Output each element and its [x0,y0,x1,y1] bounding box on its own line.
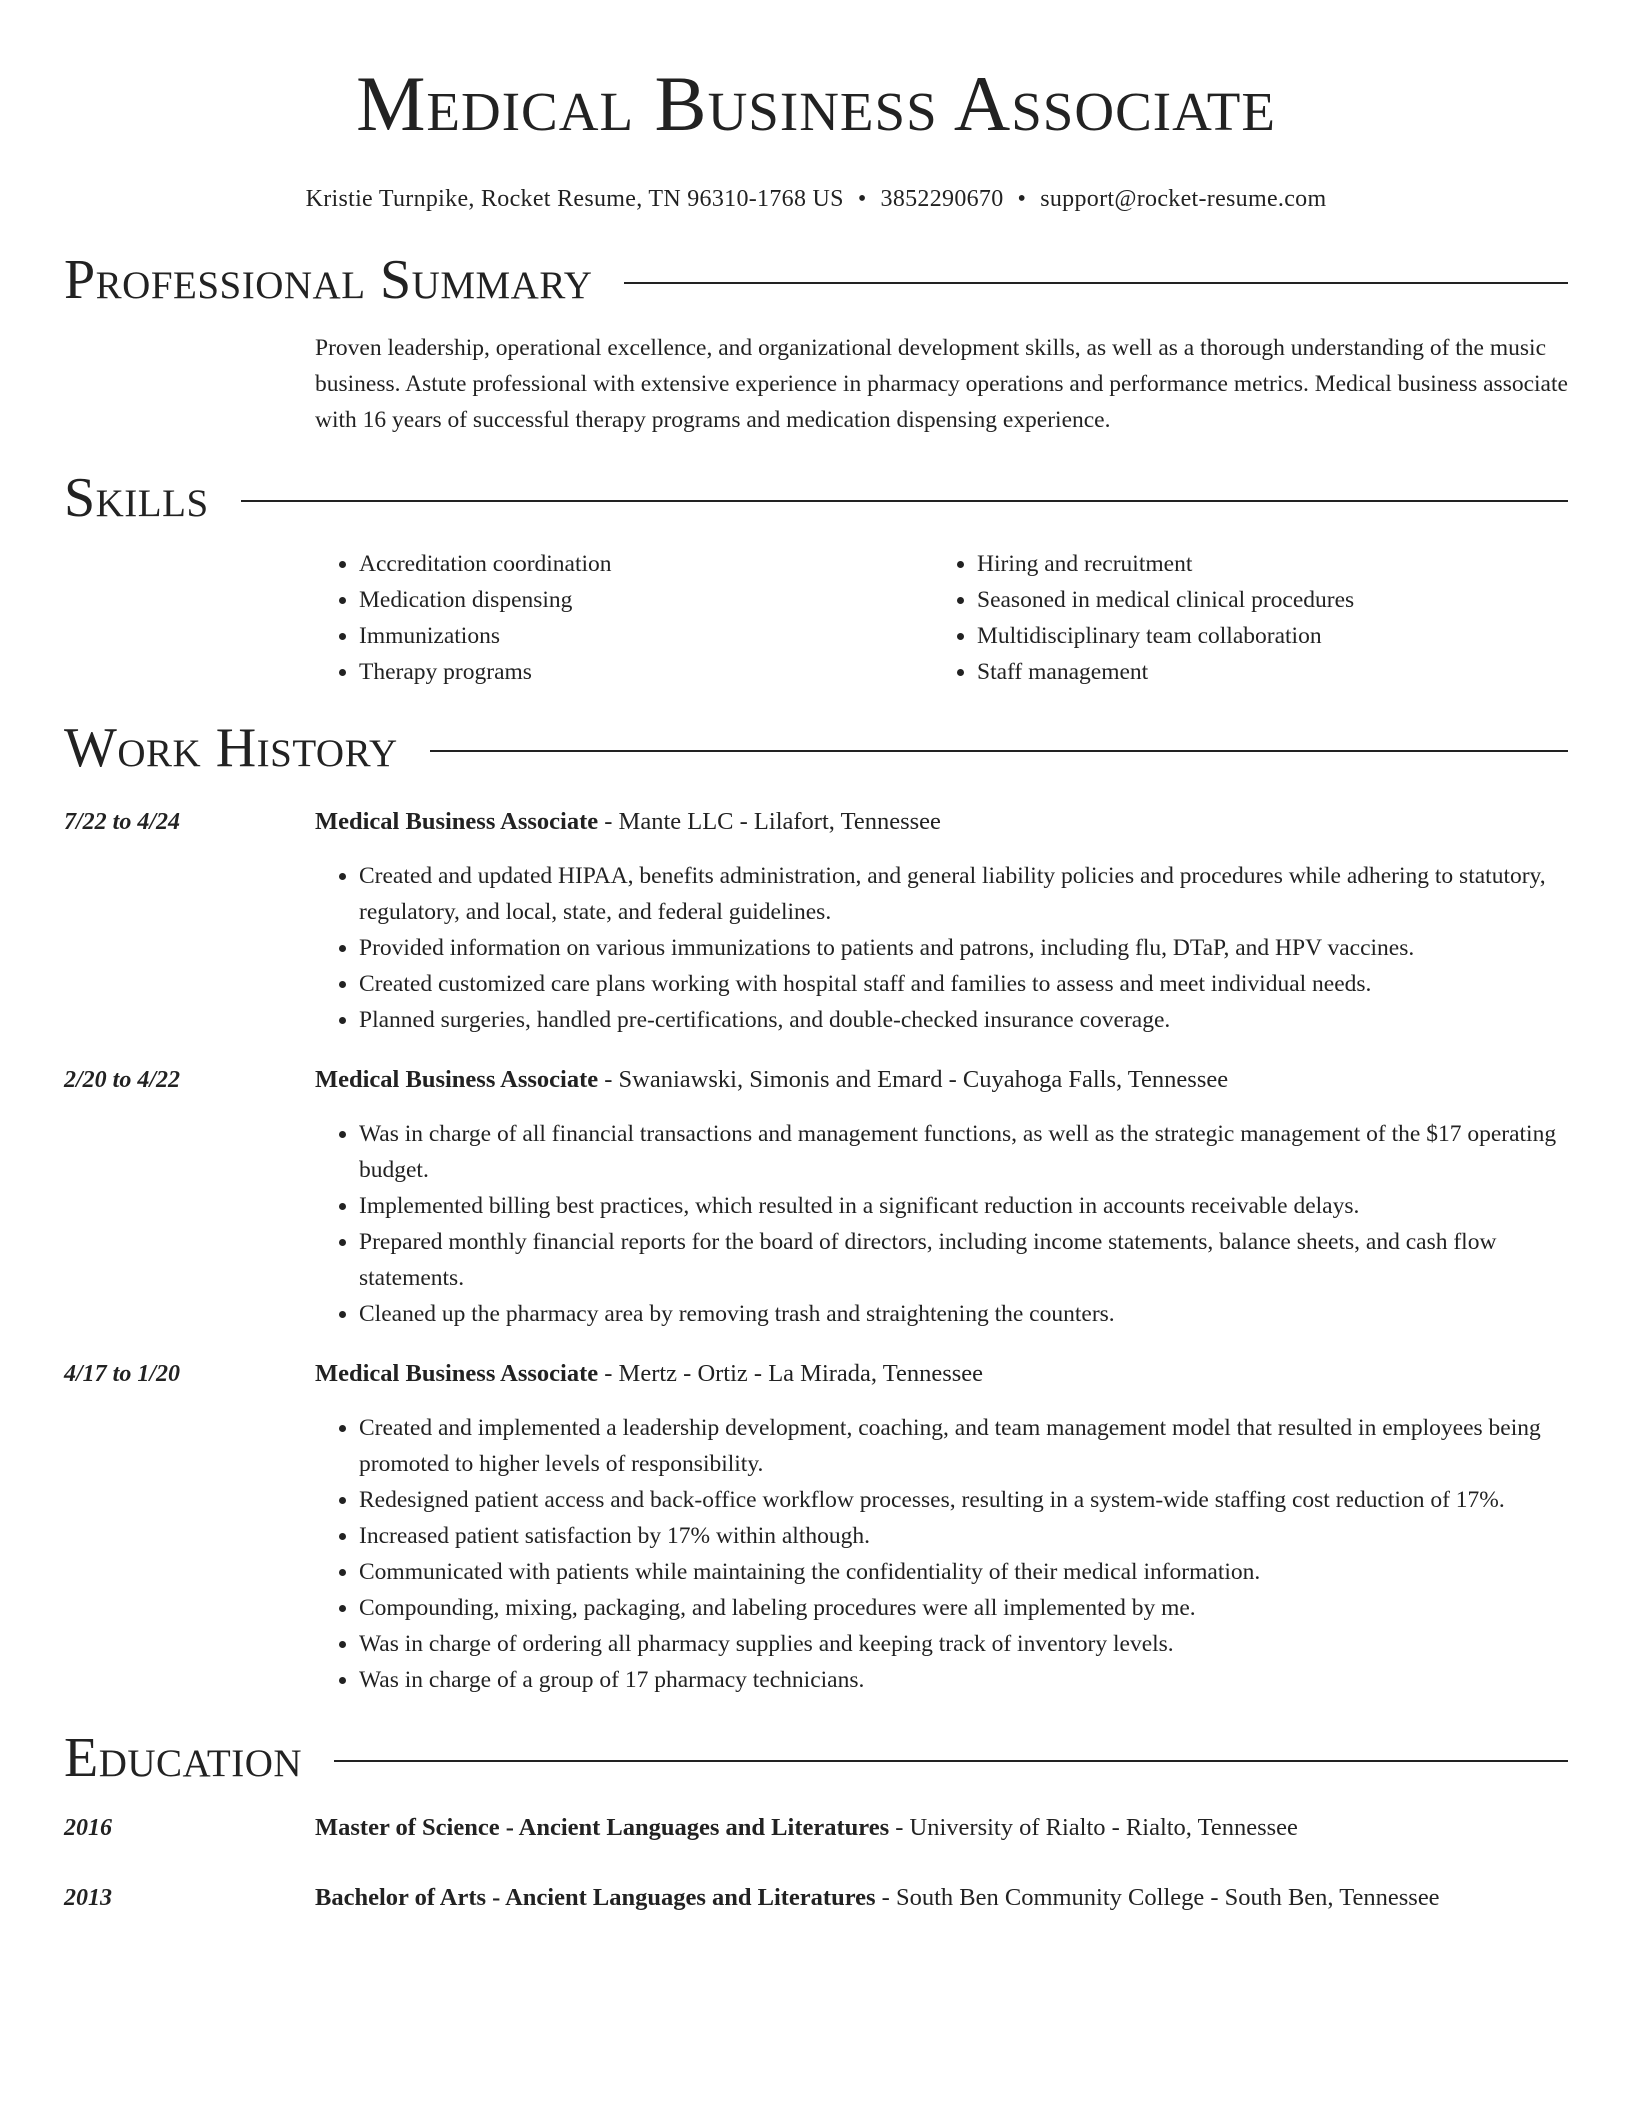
summary-text: Proven leadership, operational excellence, and organizational development skills, as well as a thorough understanding of the music business. Astute professional with extensive experience in pharmacy operations and performance metrics. Medical business associate with 16 years of successful therapy programs and medication dispensing experience. [315,335,1568,433]
skills-section-header [64,468,1568,528]
contact-separator: • [1017,186,1027,212]
section-divider [241,500,1568,502]
job-bullet: • Compounding, mixing, packaging, and labeling procedures were all implemented by me. [359,1590,1568,1626]
job-bullet: • Created customized care plans working with hospital staff and families to assess and meet individual needs. [359,966,1568,1002]
job-bullet: • Provided information on various immunizations to patients and patrons, including flu, DTaP, and HPV vaccines. [359,930,1568,966]
job-bullet: • Redesigned patient access and back-office workflow processes, resulting in a system-wide staffing cost reduction of 17%. [359,1482,1568,1518]
job-bullet: • Implemented billing best practices, which resulted in a significant reduction in accounts receivable delays. [359,1188,1568,1224]
job-heading [315,804,1568,840]
job-bullet: • Communicated with patients while maintaining the confidentiality of their medical information. [359,1554,1568,1590]
skills-list [315,546,1568,690]
work-section-header [64,718,1568,778]
section-divider [624,282,1568,284]
job-details: - Swaniawski, Simonis and Emard - Cuyahoga Falls, Tennessee [598,1066,1229,1093]
education-year: 2013 [64,1885,112,1911]
job-title: Medical Business Associate [315,808,599,835]
job-dates: 4/17 to 1/20 [64,1361,181,1387]
job-heading [315,1356,1568,1392]
job-heading [315,1062,1568,1098]
skill-item: • Accreditation coordination [359,546,933,582]
education-year: 2016 [64,1815,112,1841]
section-divider [334,1760,1568,1762]
skill-item: • Seasoned in medical clinical procedures [977,582,1551,618]
contact-separator: • [857,186,867,212]
education-heading-line [315,1810,1568,1846]
skill-item: • Multidisciplinary team collaboration [977,618,1551,654]
job-entry [64,1356,1568,1698]
resume-title: Medical Business Associate [356,60,1276,147]
education-details: - South Ben Community College - South Ben, Tennessee [875,1884,1440,1911]
skills-column-left [315,546,933,690]
job-title: Medical Business Associate [315,1066,599,1093]
work-heading: Work History [64,717,398,779]
job-bullet: • Increased patient satisfaction by 17% within although. [359,1518,1568,1554]
job-bullet: • Planned surgeries, handled pre-certifications, and double-checked insurance coverage. [359,1002,1568,1038]
contact-address: Kristie Turnpike, Rocket Resume, TN 96310-1768 US [305,186,844,212]
education-degree: Bachelor of Arts - Ancient Languages and Literatures [315,1884,876,1911]
job-details: - Mertz - Ortiz - La Mirada, Tennessee [598,1360,984,1387]
education-entry [64,1880,1568,1916]
skills-heading: Skills [64,467,209,529]
job-bullet: • Prepared monthly financial reports for the board of directors, including income statements, balance sheets, and cash flow statements. [359,1224,1568,1296]
education-heading-line [315,1880,1568,1916]
skill-item: • Immunizations [359,618,933,654]
job-details: - Mante LLC - Lilafort, Tennessee [598,808,941,835]
summary-section-header [64,250,1568,310]
resume-page [64,0,1568,1916]
job-bullet: • Created and implemented a leadership development, coaching, and team management model that resulted in employees being promoted to higher levels of responsibility. [359,1410,1568,1482]
job-bullet: • Cleaned up the pharmacy area by removing trash and straightening the counters. [359,1296,1568,1332]
contact-email: support@rocket-resume.com [1040,186,1327,212]
education-heading: Education [64,1727,303,1789]
contact-phone: 3852290670 [880,186,1004,212]
contact-line [64,184,1568,214]
skills-column-right [933,546,1551,690]
job-entry [64,804,1568,1038]
job-bullets [315,1410,1568,1698]
job-bullets [315,1116,1568,1332]
skill-item: • Staff management [977,654,1551,690]
summary-heading: Professional Summary [64,249,593,311]
education-entry [64,1810,1568,1846]
job-title: Medical Business Associate [315,1360,599,1387]
job-bullet: • Was in charge of ordering all pharmacy supplies and keeping track of inventory levels. [359,1626,1568,1662]
job-dates: 7/22 to 4/24 [64,809,181,835]
job-bullet: • Was in charge of a group of 17 pharmacy technicians. [359,1662,1568,1698]
job-bullet: • Was in charge of all financial transactions and management functions, as well as the strategic management of the $17 operating budget. [359,1116,1568,1188]
job-dates: 2/20 to 4/22 [64,1067,181,1093]
education-section-header [64,1728,1568,1788]
skill-item: • Medication dispensing [359,582,933,618]
education-degree: Master of Science - Ancient Languages and Literatures [315,1814,890,1841]
skill-item: • Hiring and recruitment [977,546,1551,582]
education-details: - University of Rialto - Rialto, Tennessee [889,1814,1298,1841]
skill-item: • Therapy programs [359,654,933,690]
job-bullets [315,858,1568,1038]
job-entry [64,1062,1568,1332]
job-bullet: • Created and updated HIPAA, benefits administration, and general liability policies and procedures while adhering to statutory, regulatory, and local, state, and federal guidelines. [359,858,1568,930]
section-divider [430,750,1568,752]
